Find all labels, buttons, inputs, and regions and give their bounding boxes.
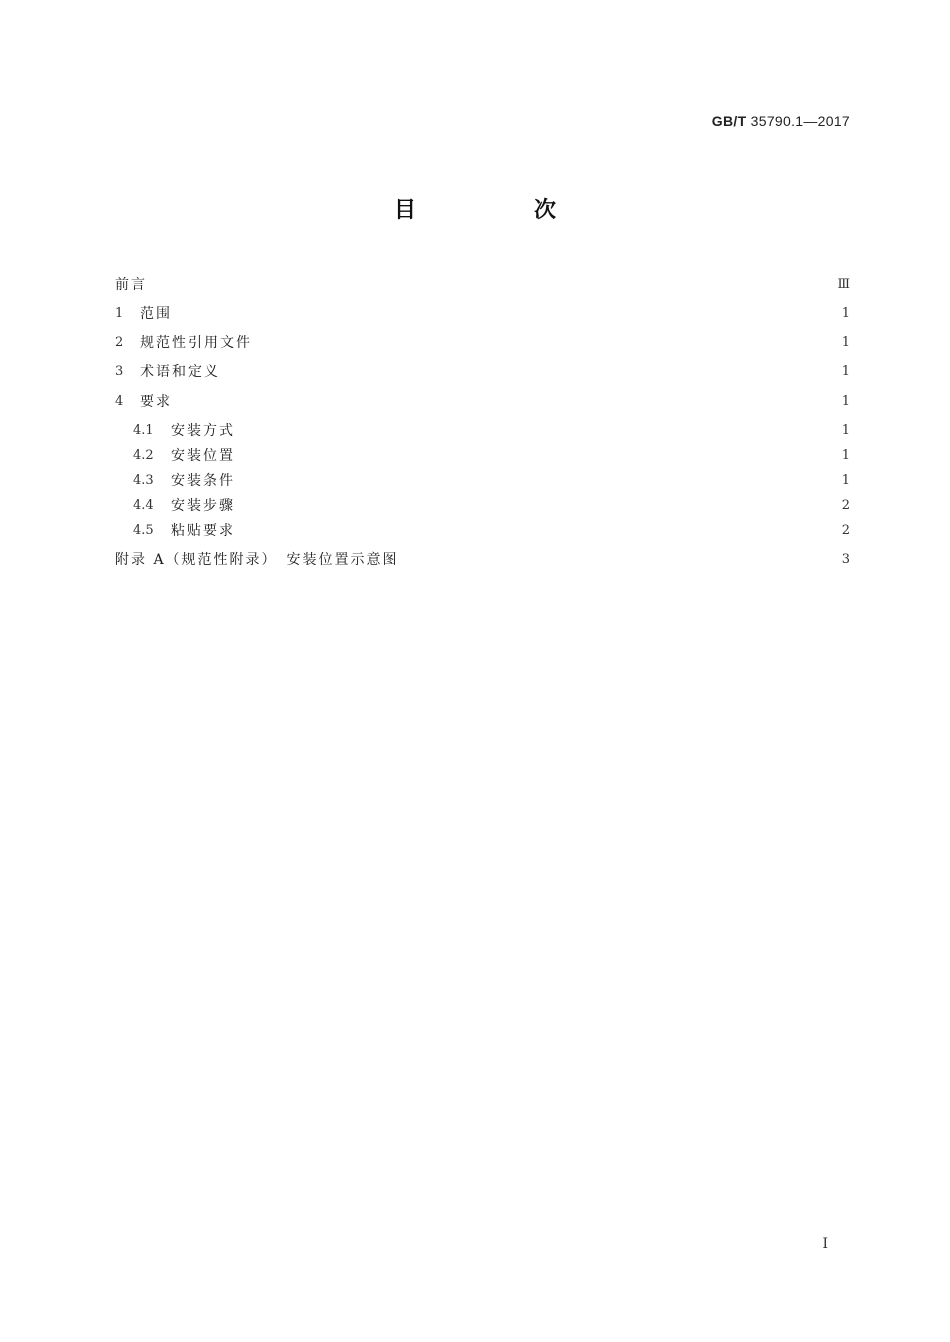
toc-title: 目 次	[393, 198, 604, 223]
toc-entry-normative-references[interactable]	[115, 330, 850, 354]
toc-leader-dots	[243, 443, 832, 467]
toc-entry-page: 1	[841, 422, 850, 438]
toc-entry-number: 4	[115, 393, 124, 409]
toc-entry-number: 4.1	[133, 422, 154, 438]
toc-entry-number: 2	[115, 334, 124, 350]
toc-entry-page: 1	[841, 447, 850, 463]
toc-leader-dots	[180, 301, 832, 325]
toc-entry-pasting-requirements[interactable]	[133, 518, 850, 542]
toc-entry-requirements[interactable]	[115, 389, 850, 413]
toc-entry-text: 术语和定义	[140, 364, 220, 380]
toc-entry-installation-steps[interactable]	[133, 493, 850, 517]
toc-entry-installation-conditions[interactable]	[133, 468, 850, 492]
toc-entry-installation-position[interactable]	[133, 443, 850, 467]
toc-entry-number: 1	[115, 305, 124, 321]
toc-entry-text: 粘贴要求	[171, 523, 235, 539]
toc-leader-dots	[228, 359, 832, 383]
toc-leader-dots	[243, 468, 832, 492]
toc-leader-dots	[243, 493, 832, 517]
toc-entry-number: 4.5	[133, 522, 154, 538]
toc-entry-page: 1	[841, 393, 850, 409]
toc-entry-text: 安装方式	[171, 423, 235, 439]
toc-entry-page: Ⅲ	[837, 276, 850, 292]
page-number: I	[822, 1236, 828, 1252]
toc-leader-dots	[243, 418, 832, 442]
standard-code: 35790.1—2017	[750, 113, 850, 129]
toc-leader-dots	[180, 389, 832, 413]
toc-entry-number: 4.3	[133, 472, 154, 488]
toc-entry-page: 1	[841, 334, 850, 350]
toc-entry-text: 前言	[115, 277, 147, 293]
toc-entry-page: 1	[841, 305, 850, 321]
toc-leader-dots	[155, 272, 829, 296]
toc-entry-page: 3	[841, 551, 850, 567]
toc-entry-number: 4.4	[133, 497, 154, 513]
toc-entry-text: 范围	[140, 306, 172, 322]
toc-entry-installation-method[interactable]	[133, 418, 850, 442]
toc-entry-number: 3	[115, 363, 124, 379]
toc-entry-text: 要求	[140, 394, 172, 410]
toc-entry-page: 2	[841, 497, 850, 513]
toc-entry-page: 1	[841, 472, 850, 488]
toc-entry-terms-definitions[interactable]	[115, 359, 850, 383]
toc-leader-dots	[243, 518, 832, 542]
toc-entry-page: 1	[841, 363, 850, 379]
toc-entry-text: 安装位置	[171, 448, 235, 464]
toc-entry-text: 安装步骤	[171, 498, 235, 514]
toc-entry-text: 附录 A（规范性附录） 安装位置示意图	[115, 552, 399, 568]
toc-entry-scope[interactable]	[115, 301, 850, 325]
toc-entry-text: 安装条件	[171, 473, 235, 489]
toc-entry-appendix-a[interactable]	[115, 547, 850, 571]
toc-entry-foreword[interactable]	[115, 272, 850, 296]
toc-entry-number: 4.2	[133, 447, 154, 463]
toc-entry-text: 规范性引用文件	[140, 335, 252, 351]
toc-entry-page: 2	[841, 522, 850, 538]
standard-prefix: GB/T	[711, 113, 747, 129]
standard-number	[712, 113, 850, 129]
toc-leader-dots	[260, 330, 832, 354]
toc-leader-dots	[407, 547, 832, 571]
